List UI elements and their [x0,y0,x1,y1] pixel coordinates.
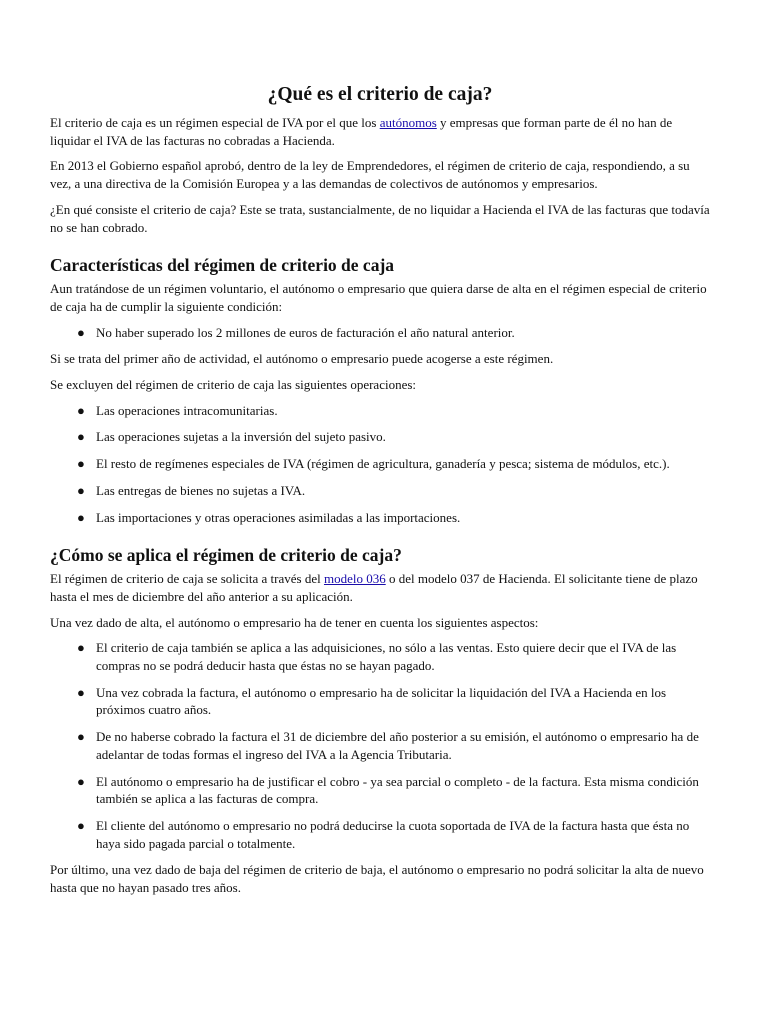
condition-list [50,324,710,342]
list-item [50,455,710,473]
page-title: ¿Qué es el criterio de caja? [267,84,493,105]
list-item-text: El criterio de caja también se aplica a las adquisiciones, no sólo a las ventas. Esto quiere decir que el IVA de las compras no se podrá deducir hasta que éstas no se hayan pagado. [96,640,677,674]
list-item [50,482,710,500]
intro-paragraph-3: ¿En qué consiste el criterio de caja? Este se trata, sustancialmente, de no liquidar a Hacienda el IVA de las facturas que todavía no se han cobrado. [50,201,710,235]
list-item [50,728,710,763]
aplica-paragraph-3: Por último, una vez dado de baja del régimen de criterio de baja, el autónomo o empresario no podrá solicitar la alta de nuevo hasta que no hayan pasado tres años. [50,862,704,896]
aspects-list [50,639,710,852]
intro-paragraph-2: En 2013 el Gobierno español aprobó, dentro de la ley de Emprendedores, el régimen de criterio de caja, respondiendo, a su vez, a una directiva de la Comisión Europea y a las demandas de colectivos de autónomos y empresarios. [50,158,690,192]
bullet-icon: ● [77,429,85,445]
bullet-icon: ● [77,324,85,340]
caracteristicas-paragraph-1: Aun tratándose de un régimen voluntario, el autónomo o empresario que quiera darse de alta en el régimen especial de criterio de caja ha de cumplir la siguiente condición: [50,281,707,314]
section-heading-caracteristicas: Características del régimen de criterio de caja [50,255,395,276]
exclusions-list [50,402,710,527]
aplica-paragraph-1-text-a: El régimen de criterio de caja se solicita a través del [50,571,324,587]
aplica-paragraph-1-text-b: o del modelo 037 de Hacienda. El solicitante tiene de plazo hasta el mes de diciembre del año anterior a su aplicación. [50,571,698,604]
intro-paragraph-1-text-a: El criterio de caja es un régimen especial de IVA por el que los [50,115,380,130]
list-item-text: Las importaciones y otras operaciones asimiladas a las importaciones. [96,509,461,525]
list-item-text: Las entregas de bienes no sujetas a IVA. [96,482,306,498]
bullet-icon: ● [77,509,85,525]
caracteristicas-paragraph-3: Se excluyen del régimen de criterio de caja las siguientes operaciones: [50,377,417,393]
list-item [50,428,710,446]
list-item [50,639,710,674]
intro-paragraph-1-text-b: y empresas que forman parte de él no han de liquidar el IVA de las facturas no cobradas a Hacienda. [50,115,673,148]
caracteristicas-paragraph-2: Si se trata del primer año de actividad, el autónomo o empresario puede acogerse a este régimen. [50,351,554,367]
list-item [50,402,710,420]
intro-paragraph-1 [50,114,710,149]
list-item-text: Las operaciones sujetas a la inversión del sujeto pasivo. [96,429,386,445]
bullet-icon: ● [77,684,85,700]
aplica-paragraph-2: Una vez dado de alta, el autónomo o empresario ha de tener en cuenta los siguientes aspectos: [50,614,539,630]
list-item-text: Una vez cobrada la factura, el autónomo o empresario ha de solicitar la liquidación del IVA a Hacienda en los próximos cuatro años. [96,684,667,718]
list-item-text: De no haberse cobrado la factura el 31 de diciembre del año posterior a su emisión, el autónomo o empresario ha de adelantar de todas formas el ingreso del IVA a la Agencia Tributaria. [96,729,699,762]
list-item [50,773,710,808]
bullet-icon: ● [77,817,85,833]
modelo-036-link[interactable]: modelo 036 [323,571,386,587]
list-item [50,817,710,852]
list-item [50,509,710,527]
list-item-text: Las operaciones intracomunitarias. [96,402,278,418]
section-heading-como-se-aplica: ¿Cómo se aplica el régimen de criterio de caja? [50,545,402,566]
bullet-icon: ● [77,773,85,789]
list-item [50,324,710,342]
bullet-icon: ● [77,640,85,656]
bullet-icon: ● [77,402,85,418]
list-item-text: El cliente del autónomo o empresario no podrá deducirse la cuota soportada de IVA de la factura hasta que ésta no haya sido pagada parcial o totalmente. [96,817,690,851]
bullet-icon: ● [77,482,85,498]
bullet-icon: ● [77,729,85,745]
list-item-text: El resto de regímenes especiales de IVA (régimen de agricultura, ganadería y pesca; sistema de módulos, etc.). [96,456,670,472]
autonomos-link[interactable]: autónomos [379,115,437,130]
list-item-text: No haber superado los 2 millones de euros de facturación el año natural anterior. [96,324,515,340]
list-item-text: El autónomo o empresario ha de justificar el cobro - ya sea parcial o completo - de la factura. Esta misma condición también se aplica a las facturas de compra. [96,773,699,807]
aplica-paragraph-1 [50,570,710,605]
list-item [50,684,710,719]
bullet-icon: ● [77,456,85,472]
